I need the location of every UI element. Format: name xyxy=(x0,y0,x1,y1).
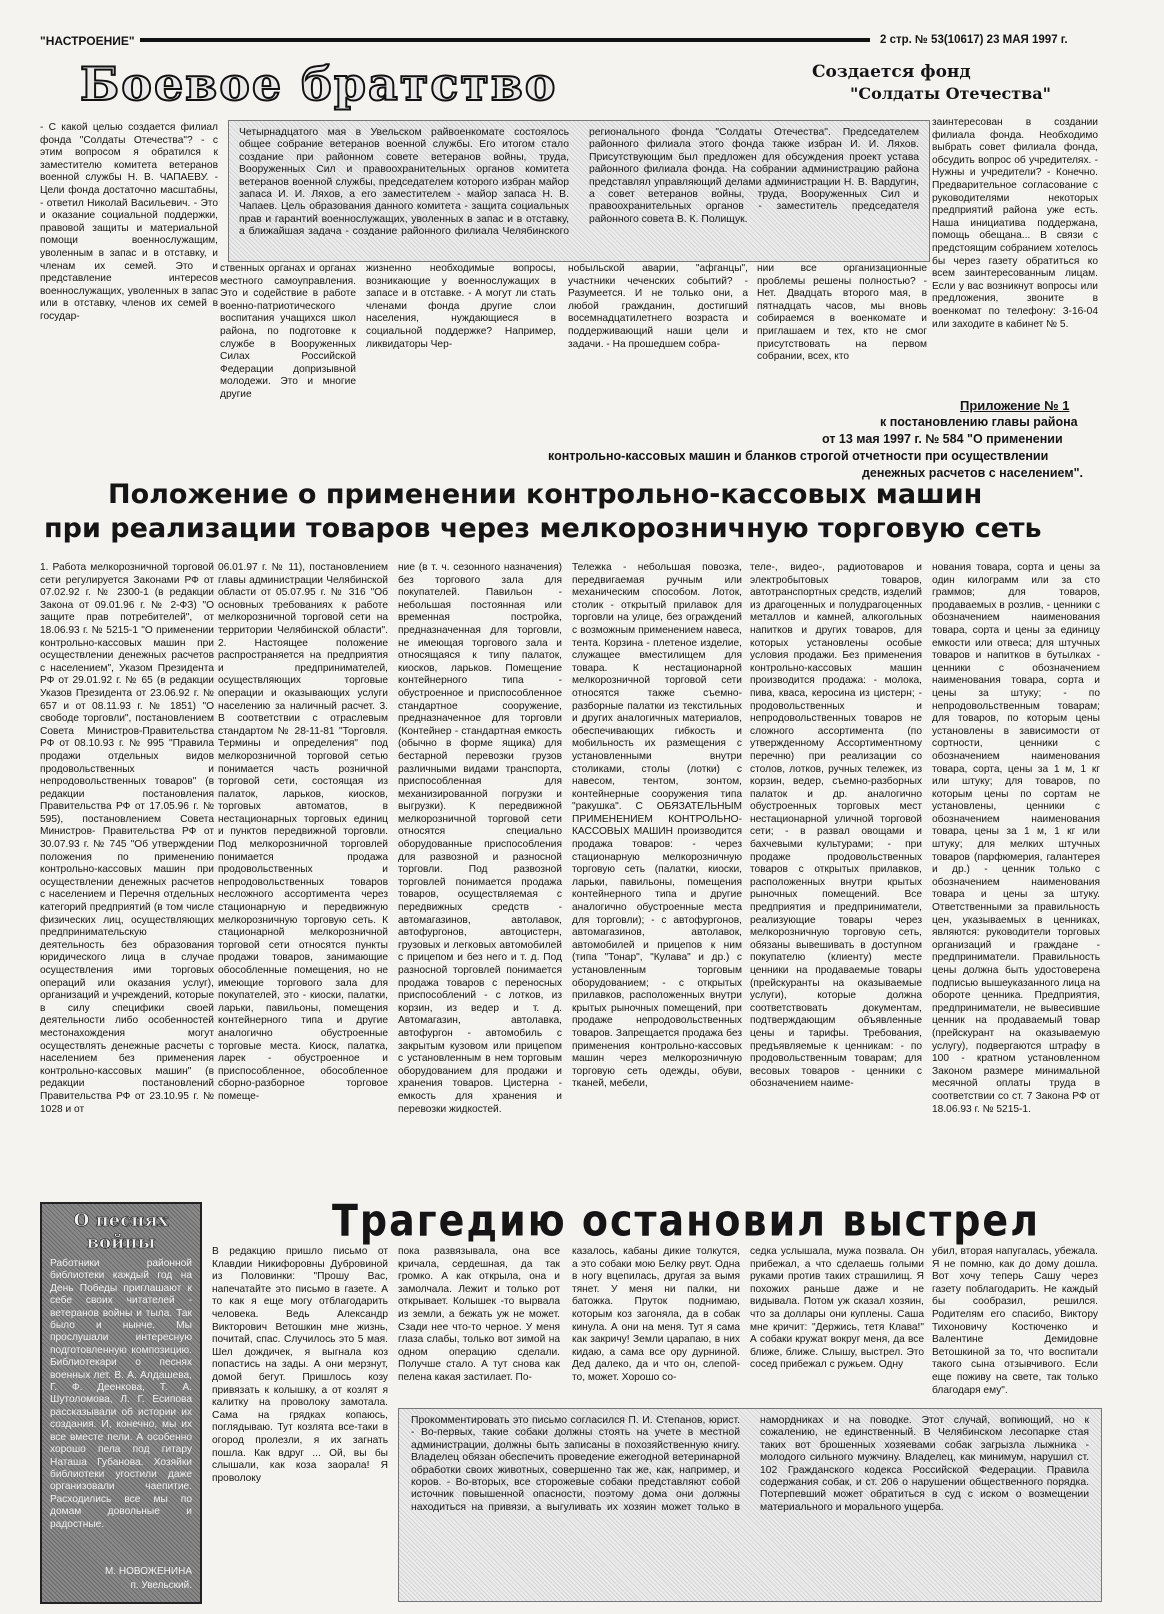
article3-col5: убил, вторая напугалась, убежала. Я не помню, как до дому дошла. Вот хочу теперь Сашу через газету поблагодарить. Не каждый бы сообразил, решился. Родителям его спасибо, Виктору Тихоновичу Костюченко и Валентине Демидовне Ветошкиной за то, что воспитали такого сына отзывчивого. Если еще поживу на свете, так только благодаря ему". xyxy=(932,1246,1098,1396)
appendix-line2: от 13 мая 1997 г. № 584 "О применении xyxy=(822,432,1063,446)
article2-title-1: Положение о применении контрольно-кассовых машин xyxy=(108,479,983,510)
article1-col6: заинтересован в создании филиала фонда. Необходимо выбрать совет филиала фонда, обсудить вопрос об учредителях. - Нужны и учредители? - Конечно. Предварительное согласование с руководителями некоторых предприятий района уже есть. Наша инициатива поддержана, помощь обещана... В связи с предстоящим собранием хотелось бы через газету обратиться ко всем заинтересованным лицам. Если у вас возникнут вопросы или предложения, звоните в военкомат по телефону: 3-16-04 или заходите в кабинет № 5. xyxy=(932,117,1098,330)
appendix-line4: денежных расчетов с населением". xyxy=(862,466,1083,480)
article1-col3: жизненно необходимые вопросы, возникающие у военнослужащих в запасе и в отставке. - А могут ли стать членами фонда другие слои населения, нуждающиеся в социальной поддержке? Например, ликвидаторы Чер- xyxy=(366,263,556,350)
article2-col3: ние (в т. ч. сезонного назначения) без торгового зала для покупателей. Павильон - небольшая постоянная или временная постройка, предназначенная для торговли, не имеющая торгового зала и относящаяся к типу палаток, киосков, ларьков. Помещение контейнерного типа - обустроенное и приспособленное стандартное сооружение, предназначенное для торговли (Контейнер - стандартная емкость (обычно в форме ящика) для бестарной перевозки грузов различными видами транспорта, приспособленная для механизированной погрузки и выгрузки). К передвижной мелкорозничной торговой сети относятся специально оборудованные приспособления для развозной и разносной торговли. Под развозной торговлей понимается продажа товаров, осуществляемая с передвижных средств - автомагазинов, автолавок, автофургонов, автоцистерн, грузовых и легковых автомобилей с прицепом и без него и т. д. Под разносной торговлей понимается продажа товаров с переносных приспособлений - с лотков, из корзин, из ведер и т. д. Автомагазин, автолавка, автофургон - автомобиль с закрытым кузовом или прицепом с установленным в нем торговым оборудованием для продажи и хранения товаров. Цистерна - емкость для хранения и перевозки жидкостей. xyxy=(398,562,562,1115)
sidebar-place: п. Увельский. xyxy=(130,1580,192,1591)
article3-title: Трагедию остановил выстрел xyxy=(332,1195,1041,1246)
article3-col2: пока развязывала, она все кричала, сердешная, да так громко. А как открыла, она и замолчала. Лежит и только рот открывает. Колышек -то вырвала из земли, а бежать уж не может. Сзади нее что-то черное. У меня глаза слабы, только вот зимой на одном операцию сделали. Получше стало. А тут снова как пелена какая застилает. По- xyxy=(398,1246,560,1383)
masthead-rule xyxy=(140,38,870,42)
article1-col2: ственных органах и органах местного самоуправления. Это и содействие в работе военно-патриотического воспитания учащихся школ района, по подготовке к службе в Вооруженных Силах Российской Федерации допризывной молодежи. Это и многие другие xyxy=(220,263,356,400)
sidebar-author: М. НОВОЖЕНИНА xyxy=(105,1566,192,1577)
article2-col1: 1. Работа мелкорозничной торговой сети регулируется Законами РФ от 07.02.92 г. № 2300-1 (в редакции Закона от 09.01.96 г. № 2-ФЗ) "О защите прав потребителей", от 18.06.93 г. № 5215-1 "О применении контрольно-кассовых машин при осуществлении денежных расчетов с населением", Указом Президента РФ от 29.01.92 г. № 65 (в редакции Указов Президента от 23.06.92 г. № 657 и от 08.11.93 г. № 1851) "О свободе торговли", постановлением Совета Министров-Правительства РФ от 08.10.93 г. № 995 "Правила продажи отдельных видов продовольственных и непродовольственных товаров" (в редакции постановления Правительства РФ от 17.05.96 г. № 595), постановлением Совета Министров- Правительства РФ от 30.07.93 г. № 745 "Об утверждении положения по применению контрольно-кассовых машин при осуществлении денежных расчетов с населением и Перечня отдельных категорий предприятий (в том числе физических лиц, осуществляющих предпринимательскую деятельность без образования юридического лица в случае осуществления ими торговых операций или оказания услуг), организаций и учреждений, которые в силу специфики своей деятельности либо особенностей местонахождения могут осуществлять денежные расчеты с населением без применения контрольно-кассовых машин" (в редакции постановлений Правительства РФ от 23.10.95 г. № 1028 и от xyxy=(40,562,214,1115)
article3-col3: казалось, кабаны дикие толкутся, а это собаки мою Белку рвут. Одна в ногу вцепилась, другая за вымя тянет. У меня ни палки, ни батожка. Пруток поднимаю, которым коз загоняла, да в собак кинула. А они на меня. Тут я сама как закричу! Земли царапаю, в них кидаю, а сама все ору дурниной. Дед далеко, да и что он, слепой-то, может. Хорошо со- xyxy=(572,1246,740,1383)
article2-col5: теле-, видео-, радиотоваров и электробытовых товаров, автотранспортных средств, изделий из драгоценных и полудрагоценных металлов и камней, алкогольных напитков и других товаров, для которых установлены особые условия продажи. Без применения контрольно-кассовых машин производится продажа: - молока, пива, кваса, керосина из цистерн; - продовольственных и непродовольственных товаров не сложного ассортимента (по утвержденному Ассортиментному перечню) при реализации со столов, лотков, ручных тележек, из корзин, ведер, съемно-разборных палаток и др. аналогично обустроенных торговых мест нестационарной уличной торговой сети; - в развал овощами и бахчевыми культурами; - при продаже продовольственных товаров с открытых прилавков, расположенных внутри крытых рыночных помещений. Все предприятия и предприниматели, реализующие товары через мелкорозничную торговую сеть, обязаны вывешивать в доступном покупателю (клиенту) месте ценники на продаваемые товары (прейскуранты на оказываемые услуги), которые должна соответствовать документам, подтверждающим объявленные цены и тарифы. Требования, предъявляемые к ценникам: - по продовольственным товарам; для весовых товаров - ценники с обозначением наиме- xyxy=(750,562,922,1090)
masthead-issue: 2 стр. № 53(10617) 23 МАЯ 1997 г. xyxy=(880,34,1068,46)
article2-col6: нования товара, сорта и цены за один килограмм или за сто граммов; для товаров, продаваемых в розлив, - ценники с обозначением наименования товара, сорта и цены за единицу емкости или отвеса; для штучных товаров и напитков в бутылках - ценники с обозначением наименования товара, сорта и цены за штуку; - по непродовольственным товарам; для товаров, по которым цены установлены в зависимости от сортности, ценники с обозначением наименования товара, сорта, цены за 1 м, 1 кг или штуку; для товаров, по которым цены по сортам не установлены, ценники с обозначением наименования товара, цены за 1 м, 1 кг или штуку; для мелких штучных товаров (парфюмерия, галантерея и др.) - ценник только с обозначением наименования товара и цены за штуку. Ответственными за правильность цен, указываемых в ценниках, являются: руководители торговых организаций и граждане - предприниматели. Правильность цены должна быть удостоверена подписью вышеуказанного лица на обороте ценника. Предприятия, предприниматели, не вывесившие ценник на продаваемый товар (прейскурант на оказываемую услугу), подвергаются штрафу в 100 - кратном установленном Законом размере минимальной месячной оплаты труда в соответствии со ст. 7 Закона РФ от 18.06.93 г. № 5215-1. xyxy=(932,562,1100,1115)
article1-lead-box xyxy=(228,120,930,262)
sidebar-title-1: О песнях xyxy=(73,1210,169,1231)
article3-col1: В редакцию пришло письмо от Клавдии Никифоровны Дубровиной из Половинки: "Прошу Вас, напечатайте это письмо в газете. А то как я еще могу отблагодарить человека. Ведь Александр Викторович Ветошкин мне жизнь, почитай, спас. Случилось это 5 мая. Шел дождичек, я выгнала коз попастись на зады. А они мерзнут, домой бегут. Пришлось козу привязать к колышку, а от козлят я калитку на проволоку замотала. Сама на грядках копаюсь, поглядываю. Тут козлята все-таки в огород пролезли, я их загнать пошла. Как вдруг ... Ой, вы бы слышали, как коза заорала! Я проволоку xyxy=(212,1246,388,1484)
sidebar-box xyxy=(40,1202,202,1604)
sidebar-title-2: войны xyxy=(86,1232,156,1253)
article2-col4: Тележка - небольшая повозка, передвигаемая ручным или механическим способом. Лоток, столик - открытый прилавок для торговли на улице, без ограждений с возможным применением навеса, тента. Корзина - плетеное изделие, служащее вместилищем для товара. К нестационарной мелкорозничной торговой сети относятся также съемно-разборные палатки из текстильных и других аналогичных материалов, обеспечивающих гибкость и мобильность их размещения с установленными внутри столиками, столы (лотки) с навесом, тентом, зонтом, контейнерные сооружения типа "ракушка". С ОБЯЗАТЕЛЬНЫМ ПРИМЕНЕНИЕМ КОНТРОЛЬНО-КАССОВЫХ МАШИН производится продажа товаров: - через стационарную мелкорозничную торговую сеть (палатки, киоски, ларьки, павильоны, помещения контейнерного типа и другие аналогично обустроенные места для торговли); - с автофургонов, автомагазинов, автолавок, автомобилей и прицепов к ним (типа "Тонар", "Кулава" и др.) с установленным торговым оборудованием; - с открытых прилавков, расположенных внутри крытых рыночных помещений, при продаже непродовольственных товаров. Запрещается продажа без применения контрольно-кассовых машин через мелкорозничную торговую сеть одежды, обуви, тканей, мебели, xyxy=(572,562,742,1090)
appendix-line1: к постановлению главы района xyxy=(880,415,1078,429)
article1-col5: нии все организационные проблемы решены полностью? - Нет. Двадцать второго мая, в пятнадцать часов, мы вновь собираемся в военкомате и приглашаем и тех, кто не смог присутствовать на первом собрании, всех, кто xyxy=(757,263,927,363)
article1-col4: нобыльской аварии, "афганцы", участники чеченских событий? - Разумеется. И не только они, а любой гражданин, достигший восемнадцатилетнего возраста и поддерживающий наши цели и задачи. - На прошедшем собра- xyxy=(568,263,748,350)
article3-comment: Прокомментировать это письмо согласился П. И. Степанов, юрист. - Во-первых, такие собаки должны стоять на учете в местной администрации, должны быть записаны в похозяйственную книгу. Владелец обязан обеспечить проведение ежегодной ветеринарной обработки своих животных, совершенно так же, как, например, и коров. - Во-вторых, все сторожевые собаки представляют собой источник повышенной опасности, поэтому дома они должны находиться на привязи, а выгуливать их хозяин может только в намордниках и на поводке. Этот случай, вопиющий, но к сожалению, не единственный. В Челябинском лесопарке стая таких вот брошенных хозяевами собак загрызла лыжника - молодого сильного мужчину. Владелец, как минимум, нарушил ст. 102 Гражданского кодекса Российской Федерации. Правила содержания собак, и ст. 206 о нарушении общественного порядка. Потерпевший может обратиться в суд с иском о возмещении материального и морального ущерба. xyxy=(411,1415,1089,1513)
article2-title-2: при реализации товаров через мелкорозничную торговую сеть xyxy=(44,513,1042,544)
appendix-line3: контрольно-кассовых машин и бланков строгой отчетности при осуществлении xyxy=(548,449,1049,463)
appendix-title: Приложение № 1 xyxy=(960,398,1070,413)
article1-lead: Четырнадцатого мая в Увельском райвоенкомате состоялось общее собрание ветеранов военной службы. Его итогом стало создание при районном совете ветеранов войны, труда, Вооруженных Сил и правоохранительных органов комитета ветеранов военной службы, председателем которого избран майор запаса И. И. Ляхов, а его заместителем - майор запаса Н. В. Чапаев. Цель образования данного комитета - защита социальных прав и гарантий военнослужащих, уволенных в запас и в отставку, а ближайшая задача - создание районного филиала Челябинского регионального фонда "Солдаты Отечества". Председателем районного филиала этого фонда также избран И. И. Ляхов. Присутствующим был предложен для обсуждения проект устава районного филиала фонда. На собрании администрацию района представлял управляющий делами администрации Н. В. Вардугин, а совет ветеранов войны, труда, Вооруженных Сил и правоохранительных органов - заместитель председателя районного совета В. К. Полищук. xyxy=(239,127,919,238)
masthead-section: "НАСТРОЕНИЕ" xyxy=(40,34,135,48)
article3-col4: седка услышала, мужа позвала. Он прибежал, а что сделаешь голыми руками против таких страшилищ. Я похожих раньше даже и не видывала. Потом уж сказал хозяин, что за доллары они куплены. Саша мне кричит: "Держись, тетя Клава!" А собаки кружат вокруг меня, да все ближе, ближе. Слышу, выстрел. Это сосед прибежал с ружьем. Одну xyxy=(750,1246,924,1371)
article1-subtitle-1: Создается фонд xyxy=(812,62,971,82)
article1-title: Боевое братство xyxy=(80,57,558,111)
article1-subtitle-2: "Солдаты Отечества" xyxy=(850,84,1051,103)
article2-col2: 06.01.97 г. № 11), постановлением главы администрации Челябинской области от 05.07.95 г. № 316 "Об основных требованиях к работе мелкорозничной торговой сети на территории Челябинской области". 2. Настоящее положение распространяется на предприятия и предпринимателей, осуществляющих торговые операции и оказывающих услуги населению за наличный расчет. 3. В соответствии с отраслевым стандартом № 28-11-81 "Торговля. Термины и определения" под мелкорозничной торговой сетью понимается часть розничной торговой сети, состоящая из палаток, ларьков, киосков, торговых автоматов, в нестационарных торговых единиц и пунктов передвижной торговли. Под мелкорозничной торговлей понимается продажа продовольственных и непродовольственных товаров несложного ассортимента через стационарную и передвижную мелкорозничную торговую сеть. К стационарной мелкорозничной торговой сети относятся пункты продажи товаров, занимающие обособленные помещения, но не имеющие торгового зала для покупателей, это - киоски, палатки, ларьки, павильоны, помещения контейнерного типа и другие аналогично обустроенные торговые места. Киоск, палатка, ларек - обустроенное и приспособленное, обособленное сборно-разборное торговое помеще- xyxy=(218,562,388,1102)
article3-comment-box xyxy=(398,1408,1102,1602)
article1-col1: - С какой целью создается филиал фонда "Солдаты Отечества"? - с этим вопросом я обратился к заместителю комитета ветеранов военной службы Н. В. ЧАПАЕВУ. - Цели фонда достаточно масштабны, - ответил Николай Васильевич. - Это и оказание социальной поддержки, правовой защиты и материальной помощи военнослужащим, уволенным в запас и в отставку, и членам их семей. Это и представление интересов военнослужащих, уволенных в запас или в отставку, членов их семей в государ- xyxy=(40,122,218,322)
sidebar-text: Работники районной библиотеки каждый год на День Победы приглашают к себе своих читателей - ветеранов войны и тыла. Так было и нынче. Мы прослушали интересную подготовленную композицию. Библиотекари о песнях военных лет. В. А. Алдашева, Г. Ф. Деенкова, Т. А. Шутоломова, Л. Г. Есипова рассказывали об истории их создания. И, конечно, мы их все вместе пели. А особенно хорошо пела под гитару Наташа Губанова. Хозяйки библиотеки угостили даже организовали чаепитие. Расходились все мы по домам довольные и радостные. xyxy=(50,1258,192,1530)
